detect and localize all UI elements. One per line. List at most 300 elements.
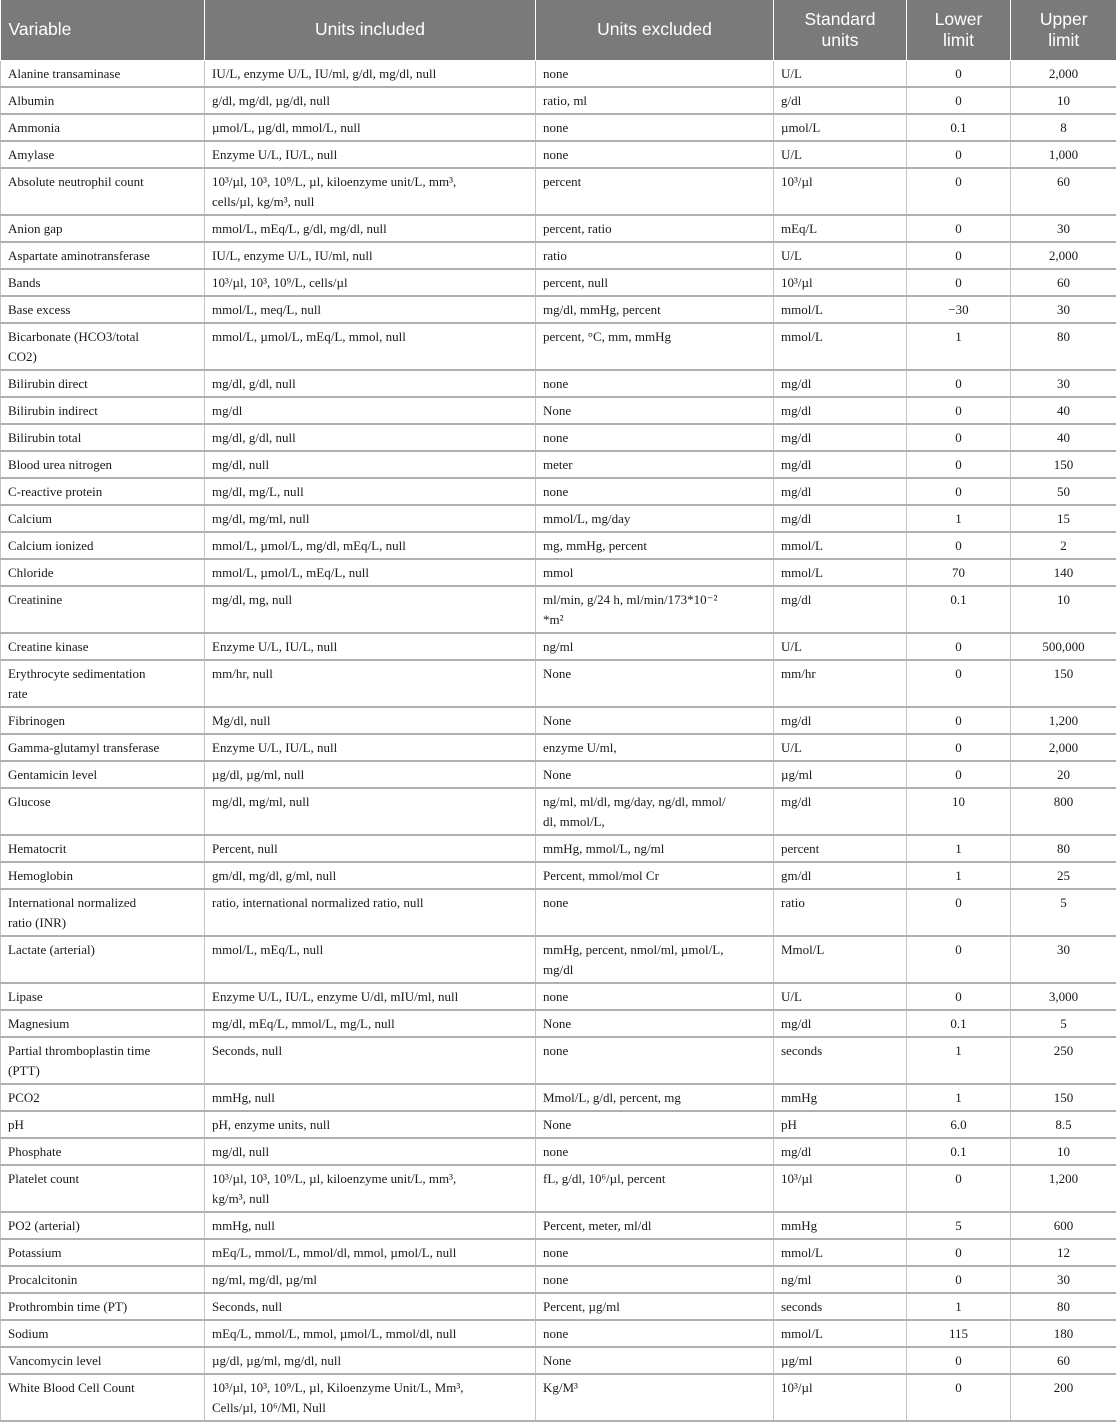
cell-standard-units: 10³/µl <box>774 168 907 215</box>
cell-units-excluded: none <box>536 1138 774 1165</box>
cell-upper-limit: 1,000 <box>1011 141 1116 168</box>
cell-standard-units: 10³/µl <box>774 1165 907 1212</box>
cell-upper-limit: 1,200 <box>1011 707 1116 734</box>
cell-upper-limit: 2 <box>1011 532 1116 559</box>
cell-lower-limit: 10 <box>907 788 1011 835</box>
cell-lower-limit: 0 <box>907 889 1011 936</box>
cell-variable: Bilirubin direct <box>1 370 205 397</box>
cell-variable: Sodium <box>1 1320 205 1347</box>
header-units-included: Units included <box>205 0 536 60</box>
cell-units-included: mmol/L, meq/L, null <box>205 296 536 323</box>
cell-upper-limit: 60 <box>1011 269 1116 296</box>
table-row <box>1 633 1116 660</box>
cell-upper-limit: 40 <box>1011 397 1116 424</box>
cell-standard-units: mEq/L <box>774 215 907 242</box>
cell-variable: Creatine kinase <box>1 633 205 660</box>
table-row <box>1 323 1116 370</box>
cell-units-included: IU/L, enzyme U/L, IU/ml, null <box>205 242 536 269</box>
cell-units-included: mmol/L, mEq/L, null <box>205 936 536 983</box>
cell-upper-limit: 600 <box>1011 1212 1116 1239</box>
cell-upper-limit: 30 <box>1011 215 1116 242</box>
cell-standard-units: gm/dl <box>774 862 907 889</box>
table-row <box>1 835 1116 862</box>
cell-upper-limit: 30 <box>1011 936 1116 983</box>
cell-lower-limit: 0 <box>907 532 1011 559</box>
cell-variable: Alanine transaminase <box>1 60 205 87</box>
cell-standard-units: µg/ml <box>774 1347 907 1374</box>
cell-units-included: Enzyme U/L, IU/L, null <box>205 633 536 660</box>
cell-standard-units: U/L <box>774 60 907 87</box>
table-row <box>1 1037 1116 1084</box>
cell-variable: White Blood Cell Count <box>1 1374 205 1421</box>
cell-upper-limit: 60 <box>1011 1347 1116 1374</box>
cell-variable: Hemoglobin <box>1 862 205 889</box>
cell-lower-limit: 0 <box>907 60 1011 87</box>
cell-units-included: 10³/µl, 10³, 10⁹/L, µl, kiloenzyme unit/L, mm³, cells/µl, kg/m³, null <box>205 168 536 215</box>
cell-units-included: 10³/µl, 10³, 10⁹/L, µl, Kiloenzyme Unit/L, Mm³, Cells/µl, 10⁶/Ml, Null <box>205 1374 536 1421</box>
cell-standard-units: ng/ml <box>774 1266 907 1293</box>
cell-standard-units: mg/dl <box>774 424 907 451</box>
cell-standard-units: U/L <box>774 633 907 660</box>
cell-lower-limit: 0 <box>907 397 1011 424</box>
cell-units-excluded: none <box>536 60 774 87</box>
cell-variable: International normalized ratio (INR) <box>1 889 205 936</box>
cell-lower-limit: 0 <box>907 1266 1011 1293</box>
cell-units-included: mmol/L, µmol/L, mEq/L, null <box>205 559 536 586</box>
cell-upper-limit: 5 <box>1011 889 1116 936</box>
table-row <box>1 983 1116 1010</box>
cell-units-included: mg/dl, mEq/L, mmol/L, mg/L, null <box>205 1010 536 1037</box>
cell-lower-limit: 0.1 <box>907 114 1011 141</box>
cell-lower-limit: 0 <box>907 983 1011 1010</box>
table-row <box>1 114 1116 141</box>
cell-lower-limit: 0 <box>907 370 1011 397</box>
cell-standard-units: mmHg <box>774 1212 907 1239</box>
table-row <box>1 660 1116 707</box>
cell-standard-units: 10³/µl <box>774 1374 907 1421</box>
cell-lower-limit: 0 <box>907 242 1011 269</box>
cell-units-included: mg/dl, mg/ml, null <box>205 505 536 532</box>
cell-standard-units: mmHg <box>774 1084 907 1111</box>
table-row <box>1 87 1116 114</box>
cell-lower-limit: 1 <box>907 1084 1011 1111</box>
cell-variable: pH <box>1 1111 205 1138</box>
cell-standard-units: mg/dl <box>774 451 907 478</box>
table-row <box>1 505 1116 532</box>
cell-upper-limit: 500,000 <box>1011 633 1116 660</box>
cell-units-excluded: percent <box>536 168 774 215</box>
cell-units-excluded: Mmol/L, g/dl, percent, mg <box>536 1084 774 1111</box>
cell-units-excluded: mmHg, mmol/L, ng/ml <box>536 835 774 862</box>
cell-units-included: mmHg, null <box>205 1212 536 1239</box>
table-row <box>1 397 1116 424</box>
cell-units-excluded: none <box>536 424 774 451</box>
table-row <box>1 1138 1116 1165</box>
cell-units-included: mm/hr, null <box>205 660 536 707</box>
table-row <box>1 862 1116 889</box>
cell-units-excluded: mmol/L, mg/day <box>536 505 774 532</box>
cell-standard-units: seconds <box>774 1037 907 1084</box>
table-row <box>1 370 1116 397</box>
cell-upper-limit: 80 <box>1011 1293 1116 1320</box>
cell-upper-limit: 60 <box>1011 168 1116 215</box>
cell-units-excluded: None <box>536 1347 774 1374</box>
cell-lower-limit: 0 <box>907 633 1011 660</box>
table-row <box>1 451 1116 478</box>
cell-units-excluded: None <box>536 1010 774 1037</box>
table-body <box>1 60 1116 1421</box>
cell-units-included: mg/dl, mg/ml, null <box>205 788 536 835</box>
cell-units-included: g/dl, mg/dl, µg/dl, null <box>205 87 536 114</box>
cell-variable: Potassium <box>1 1239 205 1266</box>
cell-standard-units: percent <box>774 835 907 862</box>
cell-upper-limit: 150 <box>1011 660 1116 707</box>
cell-standard-units: mmol/L <box>774 323 907 370</box>
cell-units-included: 10³/µl, 10³, 10⁹/L, cells/µl <box>205 269 536 296</box>
cell-variable: Gentamicin level <box>1 761 205 788</box>
cell-variable: Lipase <box>1 983 205 1010</box>
cell-lower-limit: 0 <box>907 451 1011 478</box>
table-row <box>1 1010 1116 1037</box>
cell-units-excluded: Percent, µg/ml <box>536 1293 774 1320</box>
cell-upper-limit: 200 <box>1011 1374 1116 1421</box>
cell-standard-units: µmol/L <box>774 114 907 141</box>
cell-lower-limit: 0 <box>907 269 1011 296</box>
cell-lower-limit: 5 <box>907 1212 1011 1239</box>
cell-variable: Bands <box>1 269 205 296</box>
cell-standard-units: µg/ml <box>774 761 907 788</box>
cell-units-included: mmHg, null <box>205 1084 536 1111</box>
cell-standard-units: mg/dl <box>774 1010 907 1037</box>
cell-units-excluded: None <box>536 397 774 424</box>
cell-standard-units: U/L <box>774 242 907 269</box>
cell-units-included: Mg/dl, null <box>205 707 536 734</box>
cell-units-excluded: Kg/M³ <box>536 1374 774 1421</box>
cell-units-included: Enzyme U/L, IU/L, enzyme U/dl, mIU/ml, null <box>205 983 536 1010</box>
cell-standard-units: mg/dl <box>774 1138 907 1165</box>
table-row <box>1 532 1116 559</box>
cell-units-excluded: ratio, ml <box>536 87 774 114</box>
table-row <box>1 1084 1116 1111</box>
cell-upper-limit: 40 <box>1011 424 1116 451</box>
cell-standard-units: mmol/L <box>774 532 907 559</box>
cell-units-excluded: None <box>536 1111 774 1138</box>
cell-lower-limit: 0 <box>907 1347 1011 1374</box>
cell-variable: Partial thromboplastin time (PTT) <box>1 1037 205 1084</box>
table-row <box>1 889 1116 936</box>
cell-units-excluded: percent, null <box>536 269 774 296</box>
cell-lower-limit: 0 <box>907 1165 1011 1212</box>
cell-lower-limit: 115 <box>907 1320 1011 1347</box>
table-row <box>1 1320 1116 1347</box>
cell-upper-limit: 20 <box>1011 761 1116 788</box>
cell-units-excluded: Percent, meter, ml/dl <box>536 1212 774 1239</box>
table-row <box>1 707 1116 734</box>
table-row <box>1 936 1116 983</box>
cell-standard-units: mmol/L <box>774 1239 907 1266</box>
cell-upper-limit: 50 <box>1011 478 1116 505</box>
cell-units-excluded: percent, °C, mm, mmHg <box>536 323 774 370</box>
cell-standard-units: pH <box>774 1111 907 1138</box>
cell-standard-units: seconds <box>774 1293 907 1320</box>
cell-upper-limit: 800 <box>1011 788 1116 835</box>
cell-units-included: mmol/L, µmol/L, mEq/L, mmol, null <box>205 323 536 370</box>
cell-standard-units: 10³/µl <box>774 269 907 296</box>
cell-units-included: IU/L, enzyme U/L, IU/ml, g/dl, mg/dl, null <box>205 60 536 87</box>
cell-variable: Platelet count <box>1 1165 205 1212</box>
cell-variable: Lactate (arterial) <box>1 936 205 983</box>
cell-units-excluded: none <box>536 1239 774 1266</box>
cell-variable: Fibrinogen <box>1 707 205 734</box>
cell-standard-units: g/dl <box>774 87 907 114</box>
cell-variable: Creatinine <box>1 586 205 633</box>
cell-units-excluded: none <box>536 983 774 1010</box>
cell-upper-limit: 5 <box>1011 1010 1116 1037</box>
cell-units-included: mEq/L, mmol/L, mmol/dl, mmol, µmol/L, null <box>205 1239 536 1266</box>
cell-lower-limit: 1 <box>907 835 1011 862</box>
cell-variable: C-reactive protein <box>1 478 205 505</box>
cell-lower-limit: 0 <box>907 87 1011 114</box>
cell-lower-limit: 0 <box>907 1374 1011 1421</box>
cell-variable: Absolute neutrophil count <box>1 168 205 215</box>
cell-units-excluded: enzyme U/ml, <box>536 734 774 761</box>
cell-lower-limit: 0 <box>907 215 1011 242</box>
cell-upper-limit: 140 <box>1011 559 1116 586</box>
cell-units-excluded: none <box>536 889 774 936</box>
cell-upper-limit: 8.5 <box>1011 1111 1116 1138</box>
cell-units-excluded: meter <box>536 451 774 478</box>
cell-lower-limit: 0 <box>907 141 1011 168</box>
cell-standard-units: mg/dl <box>774 397 907 424</box>
cell-units-included: µmol/L, µg/dl, mmol/L, null <box>205 114 536 141</box>
cell-standard-units: mg/dl <box>774 478 907 505</box>
cell-units-included: pH, enzyme units, null <box>205 1111 536 1138</box>
header-units-excluded: Units excluded <box>536 0 774 60</box>
cell-variable: Vancomycin level <box>1 1347 205 1374</box>
cell-upper-limit: 10 <box>1011 586 1116 633</box>
cell-variable: Bilirubin indirect <box>1 397 205 424</box>
cell-lower-limit: 1 <box>907 323 1011 370</box>
cell-units-excluded: mmHg, percent, nmol/ml, µmol/L, mg/dl <box>536 936 774 983</box>
cell-units-excluded: percent, ratio <box>536 215 774 242</box>
table-row <box>1 788 1116 835</box>
table-row <box>1 168 1116 215</box>
cell-units-included: mg/dl, g/dl, null <box>205 370 536 397</box>
table-row <box>1 269 1116 296</box>
cell-units-included: 10³/µl, 10³, 10⁹/L, µl, kiloenzyme unit/L, mm³, kg/m³, null <box>205 1165 536 1212</box>
cell-standard-units: mmol/L <box>774 296 907 323</box>
cell-lower-limit: 0.1 <box>907 1010 1011 1037</box>
cell-units-excluded: none <box>536 114 774 141</box>
cell-units-excluded: fL, g/dl, 10⁶/µl, percent <box>536 1165 774 1212</box>
cell-standard-units: U/L <box>774 141 907 168</box>
cell-upper-limit: 2,000 <box>1011 60 1116 87</box>
cell-lower-limit: 1 <box>907 1293 1011 1320</box>
cell-variable: PCO2 <box>1 1084 205 1111</box>
table-row <box>1 1111 1116 1138</box>
cell-units-included: mg/dl <box>205 397 536 424</box>
cell-variable: Anion gap <box>1 215 205 242</box>
table-header <box>1 0 1116 60</box>
cell-variable: Aspartate aminotransferase <box>1 242 205 269</box>
cell-units-excluded: none <box>536 141 774 168</box>
cell-units-excluded: ml/min, g/24 h, ml/min/173*10⁻² *m² <box>536 586 774 633</box>
cell-variable: Amylase <box>1 141 205 168</box>
table-row <box>1 478 1116 505</box>
cell-units-excluded: None <box>536 707 774 734</box>
cell-units-excluded: none <box>536 478 774 505</box>
cell-units-excluded: mg, mmHg, percent <box>536 532 774 559</box>
cell-variable: Phosphate <box>1 1138 205 1165</box>
cell-units-excluded: None <box>536 660 774 707</box>
cell-units-included: Seconds, null <box>205 1293 536 1320</box>
cell-standard-units: mg/dl <box>774 788 907 835</box>
cell-lower-limit: 0.1 <box>907 1138 1011 1165</box>
cell-upper-limit: 25 <box>1011 862 1116 889</box>
cell-units-excluded: mg/dl, mmHg, percent <box>536 296 774 323</box>
cell-standard-units: mg/dl <box>774 586 907 633</box>
cell-variable: Albumin <box>1 87 205 114</box>
cell-lower-limit: 1 <box>907 505 1011 532</box>
cell-units-excluded: ng/ml <box>536 633 774 660</box>
table-row <box>1 1266 1116 1293</box>
header-standard-units: Standard units <box>774 0 907 60</box>
cell-variable: Gamma-glutamyl transferase <box>1 734 205 761</box>
cell-standard-units: ratio <box>774 889 907 936</box>
cell-upper-limit: 80 <box>1011 323 1116 370</box>
cell-units-included: mg/dl, null <box>205 451 536 478</box>
cell-variable: PO2 (arterial) <box>1 1212 205 1239</box>
cell-units-included: mg/dl, g/dl, null <box>205 424 536 451</box>
cell-lower-limit: 1 <box>907 862 1011 889</box>
cell-lower-limit: −30 <box>907 296 1011 323</box>
cell-upper-limit: 30 <box>1011 1266 1116 1293</box>
cell-upper-limit: 2,000 <box>1011 242 1116 269</box>
cell-lower-limit: 0 <box>907 168 1011 215</box>
cell-units-included: Enzyme U/L, IU/L, null <box>205 141 536 168</box>
table-row <box>1 1239 1116 1266</box>
cell-units-excluded: mmol <box>536 559 774 586</box>
cell-units-excluded: ng/ml, ml/dl, mg/day, ng/dl, mmol/ dl, mmol/L, <box>536 788 774 835</box>
table-row <box>1 586 1116 633</box>
table-row <box>1 734 1116 761</box>
cell-units-included: mmol/L, mEq/L, g/dl, mg/dl, null <box>205 215 536 242</box>
cell-standard-units: U/L <box>774 734 907 761</box>
cell-upper-limit: 15 <box>1011 505 1116 532</box>
cell-upper-limit: 12 <box>1011 1239 1116 1266</box>
cell-units-included: gm/dl, mg/dl, g/ml, null <box>205 862 536 889</box>
header-upper-limit: Upper limit <box>1011 0 1116 60</box>
cell-lower-limit: 0 <box>907 707 1011 734</box>
cell-variable: Glucose <box>1 788 205 835</box>
cell-lower-limit: 0 <box>907 734 1011 761</box>
table-row <box>1 141 1116 168</box>
table-row <box>1 559 1116 586</box>
cell-units-included: µg/dl, µg/ml, mg/dl, null <box>205 1347 536 1374</box>
cell-upper-limit: 8 <box>1011 114 1116 141</box>
cell-upper-limit: 10 <box>1011 87 1116 114</box>
cell-standard-units: mmol/L <box>774 559 907 586</box>
cell-standard-units: U/L <box>774 983 907 1010</box>
cell-variable: Bilirubin total <box>1 424 205 451</box>
cell-units-excluded: none <box>536 370 774 397</box>
table-row <box>1 1212 1116 1239</box>
cell-lower-limit: 0.1 <box>907 586 1011 633</box>
cell-upper-limit: 30 <box>1011 370 1116 397</box>
cell-variable: Ammonia <box>1 114 205 141</box>
cell-units-included: Seconds, null <box>205 1037 536 1084</box>
cell-variable: Base excess <box>1 296 205 323</box>
cell-lower-limit: 6.0 <box>907 1111 1011 1138</box>
table-row <box>1 296 1116 323</box>
table-row <box>1 1293 1116 1320</box>
header-row <box>1 0 1116 60</box>
cell-units-included: ratio, international normalized ratio, null <box>205 889 536 936</box>
cell-variable: Chloride <box>1 559 205 586</box>
table-row <box>1 424 1116 451</box>
table-row <box>1 1374 1116 1421</box>
cell-units-excluded: none <box>536 1037 774 1084</box>
cell-lower-limit: 70 <box>907 559 1011 586</box>
cell-upper-limit: 150 <box>1011 1084 1116 1111</box>
cell-standard-units: mg/dl <box>774 505 907 532</box>
cell-units-excluded: none <box>536 1266 774 1293</box>
cell-units-included: ng/ml, mg/dl, µg/ml <box>205 1266 536 1293</box>
cell-units-excluded: none <box>536 1320 774 1347</box>
cell-units-included: mg/dl, null <box>205 1138 536 1165</box>
table-row <box>1 1165 1116 1212</box>
cell-variable: Hematocrit <box>1 835 205 862</box>
table-row <box>1 761 1116 788</box>
cell-units-included: Enzyme U/L, IU/L, null <box>205 734 536 761</box>
table-row <box>1 1347 1116 1374</box>
cell-standard-units: mg/dl <box>774 370 907 397</box>
cell-upper-limit: 3,000 <box>1011 983 1116 1010</box>
cell-lower-limit: 0 <box>907 478 1011 505</box>
cell-upper-limit: 150 <box>1011 451 1116 478</box>
cell-units-included: mg/dl, mg/L, null <box>205 478 536 505</box>
cell-variable: Calcium <box>1 505 205 532</box>
cell-units-included: mg/dl, mg, null <box>205 586 536 633</box>
table-row <box>1 242 1116 269</box>
cell-lower-limit: 0 <box>907 1239 1011 1266</box>
cell-variable: Bicarbonate (HCO3/total CO2) <box>1 323 205 370</box>
cell-units-excluded: None <box>536 761 774 788</box>
cell-upper-limit: 180 <box>1011 1320 1116 1347</box>
cell-standard-units: Mmol/L <box>774 936 907 983</box>
cell-variable: Procalcitonin <box>1 1266 205 1293</box>
cell-upper-limit: 250 <box>1011 1037 1116 1084</box>
cell-units-included: mEq/L, mmol/L, mmol, µmol/L, mmol/dl, null <box>205 1320 536 1347</box>
cell-units-included: Percent, null <box>205 835 536 862</box>
cell-lower-limit: 0 <box>907 424 1011 451</box>
cell-units-excluded: Percent, mmol/mol Cr <box>536 862 774 889</box>
cell-upper-limit: 80 <box>1011 835 1116 862</box>
header-variable: Variable <box>1 0 205 60</box>
cell-variable: Magnesium <box>1 1010 205 1037</box>
cell-units-included: µg/dl, µg/ml, null <box>205 761 536 788</box>
cell-units-excluded: ratio <box>536 242 774 269</box>
cell-standard-units: mg/dl <box>774 707 907 734</box>
cell-upper-limit: 2,000 <box>1011 734 1116 761</box>
cell-units-included: mmol/L, µmol/L, mg/dl, mEq/L, null <box>205 532 536 559</box>
cell-upper-limit: 10 <box>1011 1138 1116 1165</box>
table-row <box>1 215 1116 242</box>
cell-lower-limit: 1 <box>907 1037 1011 1084</box>
cell-variable: Erythrocyte sedimentation rate <box>1 660 205 707</box>
cell-standard-units: mmol/L <box>774 1320 907 1347</box>
cell-lower-limit: 0 <box>907 936 1011 983</box>
